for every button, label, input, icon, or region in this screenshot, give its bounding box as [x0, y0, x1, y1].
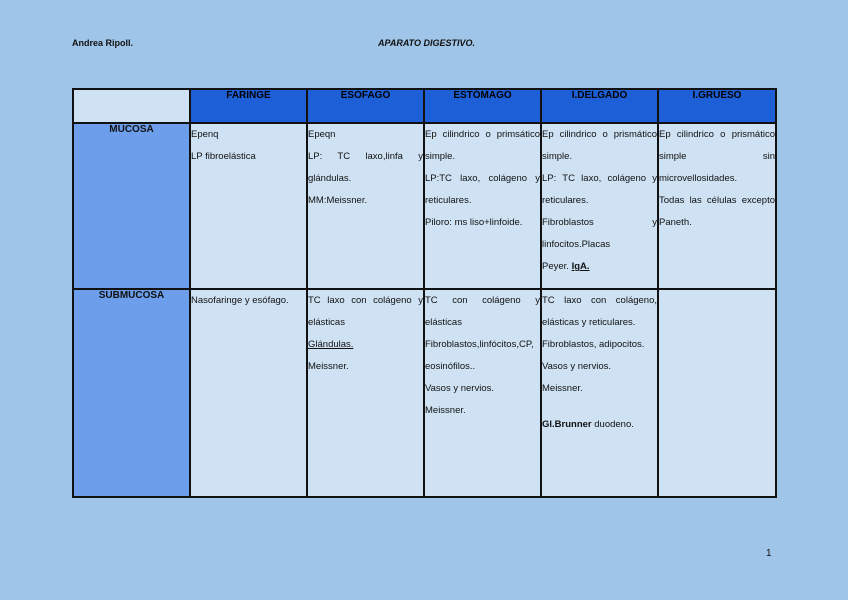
cell-submucosa-esofago — [307, 289, 424, 497]
table-header-row — [73, 89, 776, 123]
cell-line: Meissner. — [308, 361, 349, 372]
cell-text: duodeno. — [594, 419, 634, 430]
cell-line: Ep cilindrico o primsático simple. — [425, 129, 540, 162]
cell-line: TC con colágeno y elásticas — [425, 295, 540, 328]
cell-line: Vasos y nervios. — [425, 383, 494, 394]
column-header-faringe: FARINGE — [190, 89, 307, 123]
column-header-i-grueso: I.GRUESO — [658, 89, 776, 123]
table-corner-cell — [73, 89, 190, 123]
cell-line: TC laxo con colágeno, elásticas y reticulares. — [542, 295, 657, 328]
cell-line: TC laxo con colágeno y elásticas — [308, 295, 423, 328]
cell-line: LP: TC laxo, colágeno y reticulares. — [542, 173, 657, 206]
document-title: APARATO DIGESTIVO. — [378, 38, 476, 48]
cell-line: Todas las células excepto Paneth. — [659, 195, 775, 228]
cell-submucosa-estomago — [424, 289, 541, 497]
cell-line: LP fibroelástica — [191, 151, 256, 162]
cell-line: Fibroblastos,linfócitos,CP, eosinófilos.. — [425, 339, 534, 372]
cell-mucosa-estomago — [424, 123, 541, 289]
cell-submucosa-i-delgado — [541, 289, 658, 497]
cell-line: Glándulas. — [308, 339, 354, 350]
cell-line: Vasos y nervios. — [542, 361, 611, 372]
cell-line: Fibroblastos y linfocitos.Placas — [542, 217, 657, 250]
row-header-submucosa: SUBMUCOSA — [73, 289, 190, 497]
cell-line — [542, 256, 657, 278]
cell-mucosa-i-grueso — [658, 123, 776, 289]
cell-submucosa-faringe — [190, 289, 307, 497]
spacer — [542, 400, 657, 414]
cell-line: MM:Meissner. — [308, 195, 368, 206]
cell-line: LP: TC laxo,linfa y glándulas. — [308, 151, 423, 184]
cell-text: Peyer. — [542, 261, 569, 272]
table-row-submucosa — [73, 289, 776, 497]
cell-line: Piloro: ms liso+linfoide. — [425, 217, 523, 228]
cell-line: Nasofaringe y esófago. — [191, 295, 289, 306]
column-header-i-delgado: I.DELGADO — [541, 89, 658, 123]
cell-mucosa-faringe — [190, 123, 307, 289]
cell-line: Meissner. — [425, 405, 466, 416]
table-row-mucosa — [73, 123, 776, 289]
histology-table — [72, 88, 777, 498]
row-header-mucosa: MUCOSA — [73, 123, 190, 289]
column-header-esofago: ESÓFAGO — [307, 89, 424, 123]
cell-line: Meissner. — [542, 383, 583, 394]
cell-line: LP:TC laxo, colágeno y reticulares. — [425, 173, 540, 206]
cell-submucosa-i-grueso — [658, 289, 776, 497]
iga-emphasis: IgA. — [571, 261, 590, 272]
page-number: 1 — [766, 548, 772, 559]
cell-line: Fibroblastos, adipocitos. — [542, 339, 645, 350]
brunner-emphasis: Gl.Brunner — [542, 419, 592, 430]
column-header-estomago: ESTÓMAGO — [424, 89, 541, 123]
cell-line: Epenq — [191, 129, 219, 140]
cell-line: Ep cilindrico o prismático simple sin microvellosidades. — [659, 129, 775, 184]
cell-line: Epeqn — [308, 129, 336, 140]
cell-line — [542, 414, 657, 436]
author-name: Andrea Ripoll. — [72, 38, 134, 48]
cell-line: Ep cilindrico o prismático simple. — [542, 129, 657, 162]
cell-mucosa-esofago — [307, 123, 424, 289]
cell-mucosa-i-delgado — [541, 123, 658, 289]
